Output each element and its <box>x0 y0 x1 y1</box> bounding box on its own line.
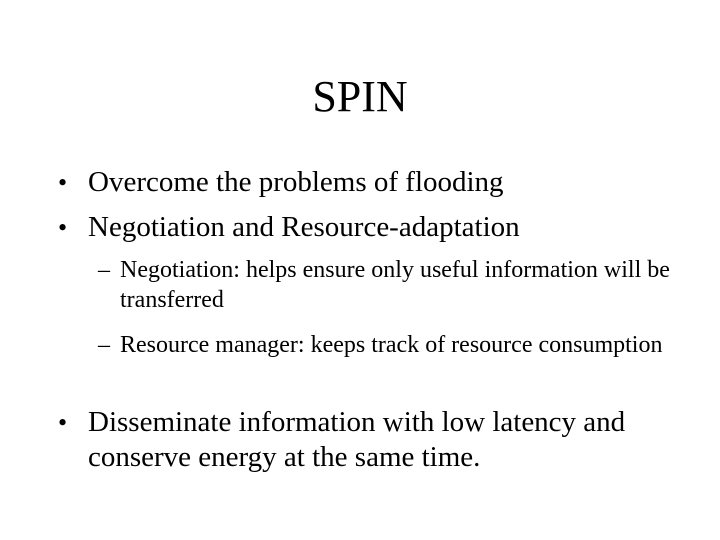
sub-bullet-text: Negotiation: helps ensure only useful information will be transferred <box>120 257 670 313</box>
sub-bullet-marker: – <box>98 332 110 358</box>
bullet-marker: • <box>58 168 68 197</box>
sub-bullet-text: Resource manager: keeps track of resource consumption <box>120 332 663 358</box>
bullet-item <box>58 210 720 245</box>
bullet-item <box>58 165 720 200</box>
bullet-marker: • <box>58 213 68 242</box>
bullet-text: Overcome the problems of flooding <box>88 166 504 198</box>
bullet-item <box>58 405 720 475</box>
bullet-marker: • <box>58 408 68 437</box>
slide-title: SPIN <box>312 72 408 121</box>
sub-bullet-item <box>98 330 720 360</box>
bullet-text: Negotiation and Resource-adaptation <box>88 211 520 243</box>
sub-bullet-marker: – <box>98 257 110 283</box>
bullet-text: Disseminate information with low latency and conserve energy at the same time. <box>88 406 626 473</box>
sub-bullet-item <box>98 255 720 315</box>
